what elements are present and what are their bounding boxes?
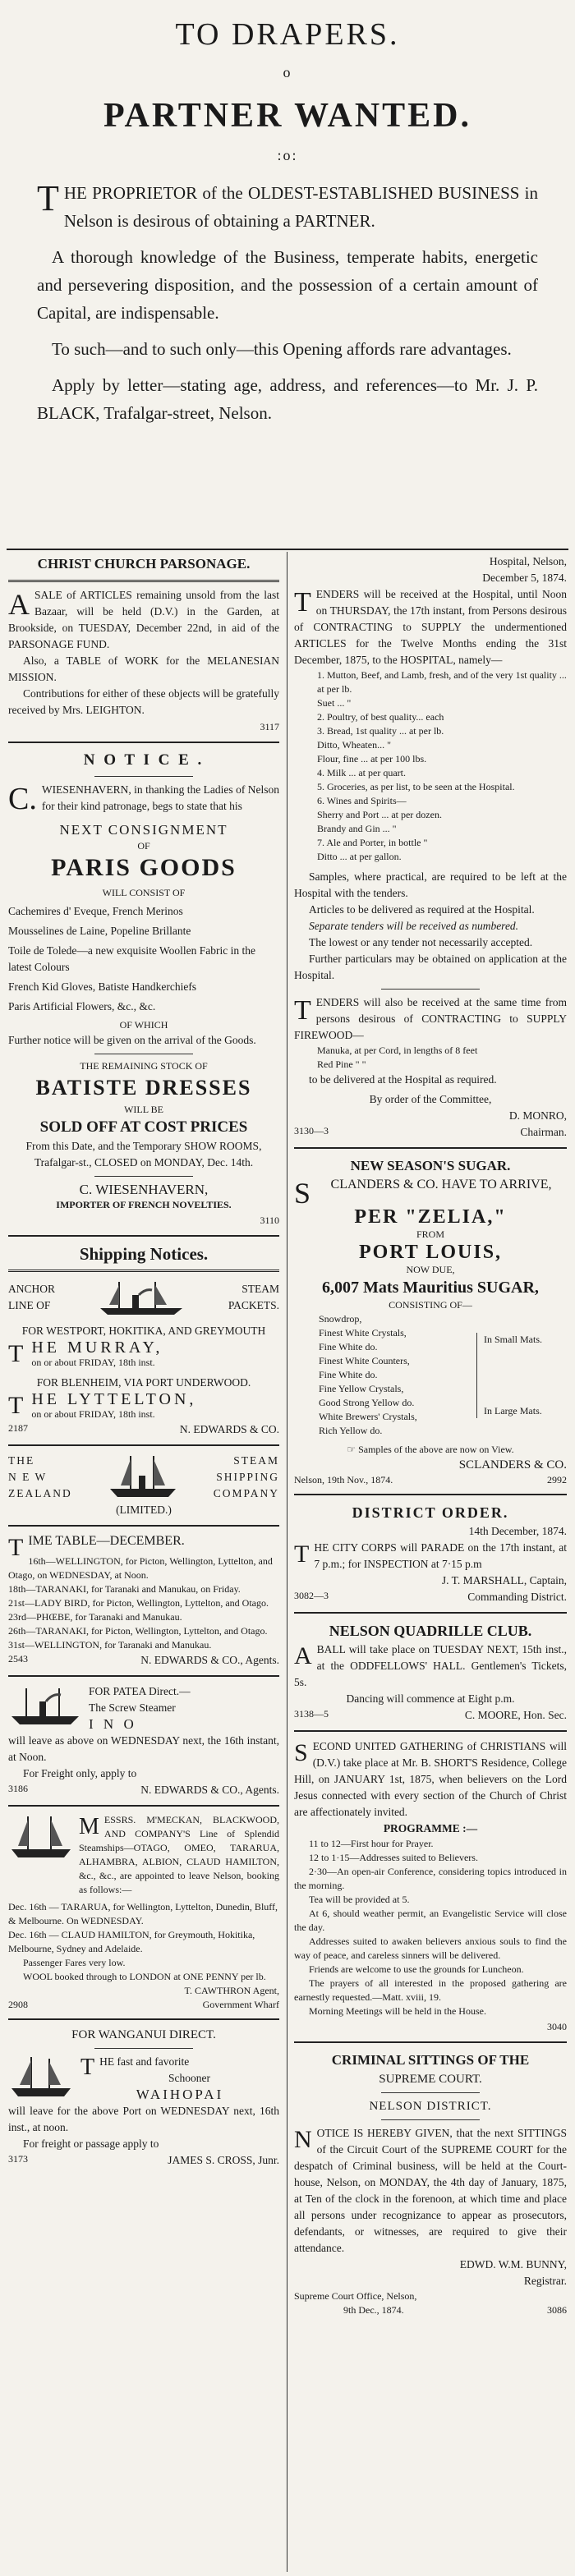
- patea-5: For Freight only, apply to: [23, 1767, 137, 1779]
- sugar-list: [294, 1312, 567, 1438]
- gathering-programme: PROGRAMME :—: [383, 1822, 478, 1834]
- gathering-p1: SECOND UNITED GATHERING of CHRISTIANS will (D.V.) take place at Mr. B. SHORT'S Residence, College Hill, on JANUARY 1st, 1875, when believers on the Lord Jesus connected with every section of the Church of Christ are affectionately invited.: [294, 1739, 567, 1818]
- left-column: [8, 553, 279, 2175]
- criminal-h3: NELSON DISTRICT.: [369, 2100, 492, 2113]
- nz-limited: (LIMITED.): [116, 1504, 172, 1516]
- shipping-heading: Shipping Notices.: [79, 1244, 209, 1264]
- list-item: 11 to 12—First hour for Prayer.: [309, 1838, 434, 1849]
- list-item: Friends are welcome to use the grounds for Luncheon.: [309, 1963, 524, 1975]
- list-item: Rich Yellow do.: [319, 1425, 383, 1436]
- quadrille-name: C. MOORE, Hon. Sec.: [464, 1709, 567, 1721]
- hospital-date-2: December 5, 1874.: [482, 572, 567, 584]
- steamer-icon: [8, 1683, 82, 1729]
- murray-date: on or about FRIDAY, 18th inst.: [31, 1357, 155, 1368]
- list-item: French Kid Gloves, Batiste Handkerchiefs: [8, 980, 197, 993]
- partner-wanted-ad: [0, 0, 575, 546]
- wharf: Government Wharf: [202, 1999, 279, 2010]
- notice-p1: C. WIESENHAVERN, in thanking the Ladies of Nelson for their kind patronage, begs to state that his: [8, 782, 279, 816]
- agents: N. EDWARDS & CO., Agents.: [140, 1784, 279, 1796]
- drop-cap: T: [37, 178, 59, 218]
- lyttelton-date: on or about FRIDAY, 18th inst.: [31, 1408, 155, 1420]
- agents: N. EDWARDS & CO., Agents.: [140, 1654, 279, 1666]
- district-p1: THE CITY CORPS will PARADE on the 17th instant, at 7 p.m.; for INSPECTION at 7·15 p.m: [294, 1541, 567, 1570]
- list-item: 23rd—PHŒBE, for Taranaki and Manukau.: [8, 1611, 182, 1623]
- notice-of: OF: [137, 840, 150, 852]
- notice-p3: From this Date, and the Temporary SHOW ROOMS, Trafalgar-st., CLOSED on MONDAY, Dec. 14th.: [25, 1140, 262, 1169]
- gathering-ad: [294, 1738, 567, 2035]
- list-item: Suet ... ": [317, 697, 352, 709]
- district-role: Commanding District.: [467, 1591, 567, 1603]
- nz-shipping: SHIPPING: [216, 1471, 279, 1483]
- sailing-ship-icon: [106, 1453, 180, 1502]
- waihopai-1: THE fast and favorite: [80, 2055, 190, 2080]
- hospital-p1: TENDERS will be received at the Hospital, until Noon on THURSDAY, the 17th instant, from Persons desirous of CONTRACTING to SUPPLY the undermentioned ARTICLES for the Twelve Months ending the 31st December, 1875, to the HOSPITAL, namely—: [294, 587, 567, 666]
- sugar-now: NOW DUE,: [406, 1264, 455, 1275]
- notice-p2: Further notice will be given on the arrival of the Goods.: [8, 1034, 256, 1046]
- ad-paragraph-3: To such—and to such only—this Opening affords rare advantages.: [52, 339, 512, 359]
- ad-number: 2543: [8, 1653, 28, 1665]
- hospital-p4: Separate tenders will be received as numbered.: [309, 920, 519, 932]
- christ-p3: Contributions for either of these objects will be gratefully received by Mrs. LEIGHTON.: [8, 687, 279, 716]
- wanganui-heading: FOR WANGANUI DIRECT.: [71, 2028, 216, 2041]
- sugar-samples: ☞ Samples of the above are now on View.: [347, 1444, 514, 1455]
- nz-steam: STEAM: [233, 1454, 279, 1467]
- nz-zealand: ZEALAND: [8, 1487, 72, 1499]
- murray-name: THE MURRAY,: [8, 1339, 163, 1367]
- list-item: 6. Wines and Spirits—: [317, 795, 407, 806]
- sugar-sign: SCLANDERS & CO.: [458, 1458, 567, 1472]
- steamship-icon: [96, 1277, 186, 1318]
- mmeckan-dec16a: Dec. 16th — TARARUA, for Wellington, Lyttelton, Dunedin, Bluff, & Melbourne. On WEDNESDAY.: [8, 1901, 278, 1926]
- notice-items: [8, 903, 279, 1015]
- notice-h4: SOLD OFF AT COST PRICES: [39, 1118, 248, 1136]
- rule: [294, 1730, 567, 1732]
- list-item: Mousselines de Laine, Popeline Brillante: [8, 925, 191, 937]
- notice-sign2: IMPORTER OF FRENCH NOVELTIES.: [56, 1199, 232, 1210]
- waihopai-2: Schooner: [168, 2072, 211, 2084]
- ad-paragraph-4: Apply by letter—stating age, address, and references—to Mr. J. P. BLACK, Trafalgar-street, Nelson.: [37, 375, 538, 423]
- criminal-h2: SUPREME COURT.: [379, 2073, 482, 2086]
- list-item: Morning Meetings will be held in the House.: [309, 2005, 486, 2017]
- list-item: Fine Yellow Crystals,: [319, 1383, 404, 1394]
- list-item: 21st—LADY BIRD, for Picton, Wellington, Lyttelton, and Otago.: [8, 1597, 269, 1609]
- ad-number: 3130—3: [294, 1125, 329, 1136]
- mmeckan-p1: MESSRS. M'MECKAN, BLACKWOOD, AND COMPANY'S Line of Splendid Steamships—OTAGO, OMEO, TARARUA, ALHAMBRA, ALBION, CLAUD HAMILTON, &c., &c., are appointed to leave Nelson, booking as follows:—: [79, 1814, 279, 1895]
- ad-number: 3110: [260, 1215, 279, 1226]
- notice-remaining: THE REMAINING STOCK OF: [80, 1060, 208, 1072]
- list-item: 26th—TARANAKI, for Picton, Wellington, Lyttelton, and Otago.: [8, 1625, 268, 1637]
- notice-heading: N O T I C E .: [83, 751, 205, 769]
- list-item: 31st—WELLINGTON, for Taranaki and Manukau.: [8, 1639, 212, 1651]
- list-item: 2·30—An open-air Conference, considering topics introduced in the morning.: [294, 1866, 567, 1891]
- list-item: White Brewers' Crystals,: [319, 1411, 417, 1422]
- ad-body: [0, 179, 575, 427]
- notice-will: WILL CONSIST OF: [102, 887, 186, 898]
- hospital-name: D. MONRO,: [508, 1109, 567, 1122]
- criminal-office: Supreme Court Office, Nelson,: [294, 2290, 417, 2302]
- district-name: J. T. MARSHALL, Captain,: [441, 1574, 567, 1586]
- list-item: Ditto ... at per gallon.: [317, 851, 402, 862]
- rule: [94, 1176, 193, 1177]
- rule: [94, 776, 193, 777]
- patea-4: will leave as above on WEDNESDAY next, the 16th instant, at Noon.: [8, 1734, 279, 1763]
- line-left: LINE OF: [8, 1299, 51, 1311]
- hospital-p9: Red Pine " ": [317, 1058, 366, 1070]
- criminal-h1: CRIMINAL SITTINGS OF THE: [331, 2052, 530, 2068]
- gathering-items: [294, 1837, 567, 2018]
- rule: [381, 2092, 480, 2093]
- westport-route: FOR WESTPORT, HOKITIKA, AND GREYMOUTH: [21, 1325, 266, 1337]
- sugar-from: FROM: [416, 1228, 444, 1240]
- notice-willbe: WILL BE: [124, 1104, 163, 1115]
- large-mats: In Large Mats.: [484, 1404, 542, 1417]
- list-item: 5. Groceries, as per list, to be seen at the Hospital.: [317, 781, 515, 792]
- rule: [8, 1805, 279, 1807]
- ornament: o: [283, 64, 292, 80]
- list-item: 3. Bread, 1st quality ... at per lb.: [317, 725, 444, 737]
- anchor-line-ad: [8, 1277, 279, 1438]
- list-item: Cachemires d' Eveque, French Merinos: [8, 905, 183, 917]
- quadrille-p2: Dancing will commence at Eight p.m.: [346, 1692, 515, 1705]
- rule: [294, 1494, 567, 1495]
- list-item: 7. Ale and Porter, in bottle ": [317, 837, 428, 848]
- list-item: Fine White do.: [319, 1341, 378, 1352]
- nz-the: THE: [8, 1454, 35, 1467]
- sugar-date: Nelson, 19th Nov., 1874.: [294, 1474, 393, 1485]
- district-heading: DISTRICT ORDER.: [352, 1504, 509, 1521]
- rule: [381, 989, 480, 990]
- list-item: 16th—WELLINGTON, for Picton, Wellington, Lyttelton, and Otago, on WEDNESDAY, at Noon.: [8, 1555, 273, 1581]
- rule: [8, 742, 279, 743]
- rule: [8, 580, 279, 582]
- time-table-ad: [8, 1533, 279, 1669]
- sugar-mats: 6,007 Mats Mauritius SUGAR,: [322, 1279, 539, 1297]
- hospital-p3: Articles to be delivered as required at the Hospital.: [309, 903, 535, 916]
- ad-number: 3117: [260, 721, 279, 732]
- mmeckan-wool: WOOL booked through to LONDON at ONE PENNY per lb.: [23, 1971, 266, 1982]
- agents: N. EDWARDS & CO.: [179, 1423, 279, 1435]
- hospital-p2: Samples, where practical, are required to be left at the Hospital with the tenders.: [294, 870, 567, 899]
- blenheim-route: FOR BLENHEIM, VIA PORT UNDERWOOD.: [36, 1376, 251, 1389]
- wanganui-ad: [8, 2027, 279, 2169]
- nz-new: N E W: [8, 1471, 48, 1483]
- hospital-order: By order of the Committee,: [369, 1093, 492, 1105]
- hospital-date-1: Hospital, Nelson,: [489, 555, 567, 567]
- hospital-p10: to be delivered at the Hospital as required.: [309, 1073, 497, 1086]
- notice-which: OF WHICH: [119, 1019, 168, 1031]
- ad-paragraph-1: THE PROPRIETOR of the OLDEST-ESTABLISHED BUSINESS in Nelson is desirous of obtaining a PARTNER.: [37, 178, 538, 231]
- rule: [94, 2048, 193, 2049]
- right-column: [294, 553, 567, 2324]
- rule: [8, 2018, 279, 2020]
- criminal-sittings-ad: [294, 2050, 567, 2317]
- notice-h3: BATISTE DRESSES: [35, 1076, 252, 1100]
- waihopai-4: will leave for the above Port on WEDNESDAY next, 16th inst., at noon.: [8, 2105, 279, 2133]
- time-table-heading: TIME TABLE—DECEMBER.: [8, 1534, 185, 1561]
- rule: [381, 2119, 480, 2120]
- ship-icon: [8, 1813, 74, 1862]
- mmeckan-agent: T. CAWTHRON Agent,: [184, 1985, 279, 1996]
- list-item: 1. Mutton, Beef, and Lamb, fresh, and of the very 1st quality ... at per lb.: [317, 669, 567, 695]
- line-right: PACKETS.: [228, 1299, 279, 1311]
- ad-number: 2908: [8, 1999, 28, 2010]
- patea-2: The Screw Steamer: [89, 1701, 176, 1714]
- criminal-name: EDWD. W.M. BUNNY,: [459, 2258, 567, 2271]
- small-mats: In Small Mats.: [484, 1333, 542, 1345]
- christ-heading: CHRIST CHURCH PARSONAGE.: [37, 556, 251, 572]
- ad-number: 3138—5: [294, 1708, 329, 1720]
- rule: [8, 1675, 279, 1677]
- quadrille-ad: [294, 1620, 567, 1724]
- christ-church-ad: [8, 553, 279, 735]
- ad-heading: PARTNER WANTED.: [103, 97, 472, 135]
- notice-ad: [8, 750, 279, 1228]
- hospital-p5: The lowest or any tender not necessarily accepted.: [309, 936, 533, 948]
- list-item: Snowdrop,: [319, 1313, 362, 1325]
- list-item: Ditto, Wheaten... ": [317, 739, 391, 751]
- hospital-p6: Further particulars may be obtained on application at the Hospital.: [294, 953, 567, 981]
- christ-p1: ASALE of ARTICLES remaining unsold from the last Bazaar, will be held (D.V.) in the Garden, at Brookside, on TUESDAY, December 22nd, in aid of the PARSONAGE FUND.: [8, 588, 279, 650]
- rule: [294, 1612, 567, 1614]
- list-item: Paris Artificial Flowers, &c., &c.: [8, 1000, 156, 1012]
- notice-h2: PARIS GOODS: [51, 854, 237, 881]
- list-item: Finest White Counters,: [319, 1355, 410, 1366]
- ad-number: 2187: [8, 1422, 28, 1434]
- ornament-2: :o:: [277, 147, 298, 163]
- sugar-p1: S CLANDERS & CO. HAVE TO ARRIVE,: [294, 1177, 552, 1210]
- hospital-p8: Manuka, at per Cord, in lengths of 8 feet: [317, 1045, 478, 1056]
- top-divider: [7, 549, 568, 550]
- rule: [8, 1235, 279, 1237]
- pointing-hand-icon: ☞: [347, 1444, 359, 1455]
- list-item: 4. Milk ... at per quart.: [317, 767, 406, 778]
- rule: [8, 1525, 279, 1527]
- notice-sign1: C. WIESENHAVERN,: [79, 1182, 209, 1197]
- anchor-header: [8, 1277, 279, 1318]
- christ-p2: Also, a TABLE of WORK for the MELANESIAN MISSION.: [8, 654, 279, 683]
- district-date: 14th December, 1874.: [468, 1525, 567, 1537]
- ad-number: 3040: [547, 2021, 567, 2032]
- anchor-left: ANCHOR: [8, 1283, 56, 1295]
- rule: [294, 1147, 567, 1149]
- sugar-port: PORT LOUIS,: [358, 1242, 503, 1263]
- schooner-icon: [8, 2054, 74, 2100]
- waihopai-5: For freight or passage apply to: [23, 2137, 159, 2150]
- agents: JAMES S. CROSS, Junr.: [168, 2154, 279, 2166]
- hospital-ad: [294, 553, 567, 1141]
- ad-title: TO DRAPERS.: [175, 17, 400, 52]
- quadrille-p1: ABALL will take place on TUESDAY NEXT, 15th inst., at the ODDFELLOWS' HALL. Gentlemen's Tickets, 5s.: [294, 1642, 567, 1688]
- list-item: Sherry and Port ... at per dozen.: [317, 809, 442, 820]
- list-item: Brandy and Gin ... ": [317, 823, 397, 834]
- list-item: The prayers of all interested in the proposed gathering are earnestly requested.—Matt. xviii, 19.: [294, 1977, 567, 2003]
- rule: [294, 2041, 567, 2043]
- rule: [8, 1270, 279, 1272]
- ad-number: 3186: [8, 1783, 28, 1794]
- patea-ad: [8, 1683, 279, 1798]
- anchor-right: STEAM: [242, 1283, 279, 1295]
- criminal-reg: Registrar.: [523, 2275, 567, 2287]
- nz-shipping-ad: [8, 1453, 279, 1518]
- mmeckan-dec16b: Dec. 16th — CLAUD HAMILTON, for Greymouth, Hokitika, Melbourne, Sydney and Adelaide.: [8, 1929, 255, 1954]
- nz-company: COMPANY: [213, 1487, 279, 1499]
- district-order-ad: [294, 1502, 567, 1605]
- ad-number: 3173: [8, 2153, 28, 2165]
- list-item: 2. Poultry, of best quality... each: [317, 711, 444, 723]
- sugar-per: PER "ZELIA,": [354, 1206, 507, 1228]
- mmeckan-fees: Passenger Fares very low.: [23, 1957, 126, 1968]
- patea-1: FOR PATEA Direct.—: [89, 1685, 191, 1697]
- hospital-p7: TENDERS will also be received at the same time from persons desirous of CONTRACTING to SUPPLY FIREWOOD—: [294, 995, 567, 1041]
- waihopai-3: WAIHOPAI: [136, 2087, 224, 2102]
- quadrille-heading: NELSON QUADRILLE CLUB.: [329, 1623, 532, 1639]
- list-item: Fine White do.: [319, 1369, 378, 1380]
- sugar-ad: [294, 1155, 567, 1487]
- hospital-chair: Chairman.: [520, 1126, 567, 1138]
- mmeckan-ad: [8, 1813, 279, 2012]
- column-divider: [287, 552, 288, 2572]
- hospital-items: [294, 668, 567, 864]
- ad-number: 2992: [547, 1474, 567, 1485]
- criminal-p1: NOTICE IS HEREBY GIVEN, that the next SITTINGS of the Circuit Court of the SUPREME COURT for the despatch of Criminal business, will be held at the Court-house, Nelson, on MONDAY, the 4th day of January, 1875, at Ten of the clock in the forenoon, at which time and place all persons under recognizance to appear as prosecutors, defendants, or witnesses, are required to give their attendance.: [294, 2126, 567, 2254]
- sugar-consisting: CONSISTING OF—: [389, 1299, 472, 1311]
- list-item: 12 to 1·15—Addresses suited to Believers.: [309, 1852, 478, 1863]
- list-item: Addresses suited to awaken believers anxious souls to find the way of peace, and careless sinners will be delivered.: [294, 1935, 567, 1961]
- rule: [8, 1444, 279, 1446]
- notice-h1: NEXT CONSIGNMENT: [59, 822, 228, 838]
- list-item: Flour, fine ... at per 100 lbs.: [317, 753, 427, 765]
- sugar-heading: NEW SEASON'S SUGAR.: [350, 1158, 511, 1173]
- criminal-date: 9th Dec., 1874.: [343, 2304, 404, 2316]
- list-item: 18th—TARANAKI, for Taranaki and Manukau, on Friday.: [8, 1583, 241, 1595]
- list-item: Tea will be provided at 5.: [309, 1894, 410, 1905]
- patea-3: I N O: [89, 1716, 137, 1732]
- ad-number: 3086: [547, 2304, 567, 2316]
- ad-number: 3082—3: [294, 1590, 329, 1601]
- ad-paragraph-2: A thorough knowledge of the Business, temperate habits, energetic and persevering disposition, and the possession of a certain amount of Capital, are indispensable.: [37, 247, 538, 323]
- list-item: Finest White Crystals,: [319, 1327, 407, 1339]
- list-item: Toile de Tolede—a new exquisite Woollen Fabric in the latest Colours: [8, 944, 255, 973]
- list-item: At 6, should weather permit, an Evangelistic Service will close the day.: [294, 1908, 567, 1933]
- lyttelton-name: THE LYTTELTON,: [8, 1390, 197, 1419]
- list-item: Good Strong Yellow do.: [319, 1397, 415, 1408]
